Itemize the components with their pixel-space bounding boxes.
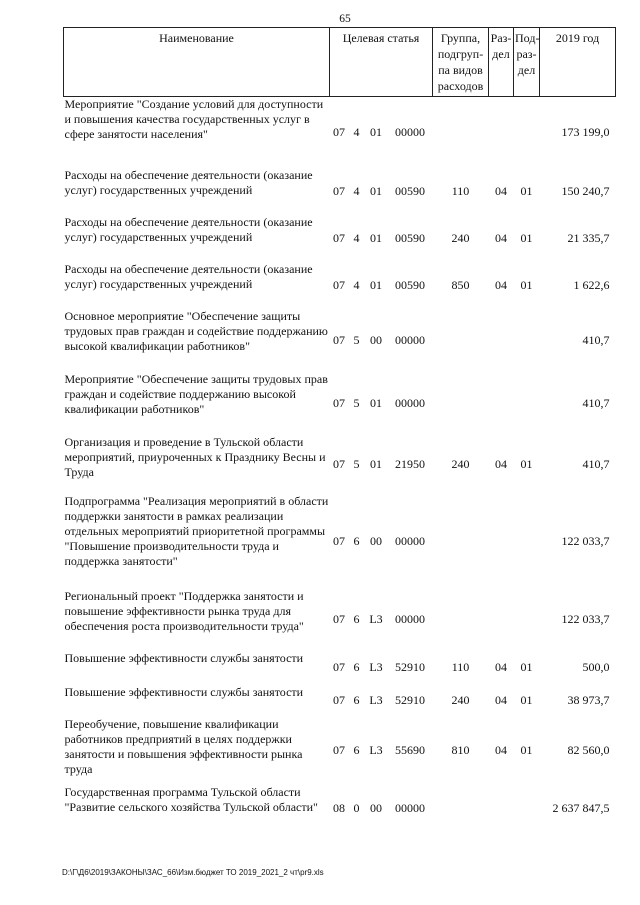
row-target-direction: 52910 bbox=[395, 660, 425, 674]
row-name: Повышение эффективности службы занятости bbox=[64, 684, 304, 699]
row-target-program: 07 bbox=[333, 612, 345, 626]
row-name: Региональный проект "Поддержка занятости и повышение эффективности рынка труда для обеспечения роста производительности труда" bbox=[64, 588, 304, 633]
row-target-subprogram: 5 bbox=[353, 395, 360, 410]
row-podrazdel: 01 bbox=[520, 660, 533, 674]
row-target-program: 07 bbox=[333, 395, 345, 410]
row-amount: 122 033,7 bbox=[561, 612, 610, 626]
table-row bbox=[64, 372, 616, 435]
table-row bbox=[64, 168, 616, 215]
row-podrazdel: 01 bbox=[520, 743, 533, 757]
row-target-direction: 00590 bbox=[395, 183, 425, 198]
row-razdel: 04 bbox=[495, 693, 508, 707]
table-body bbox=[64, 97, 616, 833]
file-path-footer: D:\Г\Д6\2019\ЗАКОНЫ\ЗАС_66\Изм.бюджет ТО 2019_2021_2 чт\pr9.xls bbox=[62, 868, 324, 877]
row-target-program: 07 bbox=[333, 660, 345, 674]
row-target-direction: 00000 bbox=[395, 332, 425, 347]
row-razdel: 04 bbox=[495, 183, 508, 198]
table-row bbox=[64, 309, 616, 372]
row-amount: 38 973,7 bbox=[567, 693, 610, 707]
row-name: Повышение эффективности службы занятости bbox=[64, 650, 304, 665]
header-group: Группа, подгруп-па видов расходов bbox=[433, 28, 489, 97]
table-row bbox=[64, 215, 616, 262]
row-amount: 173 199,0 bbox=[561, 124, 610, 139]
row-group: 850 bbox=[451, 277, 470, 292]
row-target-direction: 00000 bbox=[395, 124, 425, 139]
row-target-subprogram: 5 bbox=[353, 332, 360, 347]
row-target-subprogram: 0 bbox=[353, 801, 360, 815]
row-target-program: 07 bbox=[333, 743, 345, 757]
row-amount: 500,0 bbox=[582, 660, 610, 674]
row-target-direction: 55690 bbox=[395, 743, 425, 757]
row-podrazdel: 01 bbox=[520, 183, 533, 198]
row-razdel bbox=[489, 785, 514, 833]
row-target-subprogram: 6 bbox=[353, 612, 360, 626]
row-amount: 1 622,6 bbox=[573, 277, 610, 292]
row-name: Мероприятие "Создание условий для доступности и повышения качества государственных услуг в сфере занятости населения" bbox=[64, 97, 324, 141]
table-row bbox=[64, 685, 616, 717]
table-row bbox=[64, 651, 616, 685]
row-name: Переобучение, повышение квалификации работников предприятий в целях поддержки занятости и повышения эффективности рынка труда bbox=[64, 716, 303, 776]
row-podrazdel bbox=[514, 785, 540, 833]
row-razdel bbox=[489, 309, 514, 372]
row-razdel: 04 bbox=[495, 743, 508, 757]
row-target-subprogram: 6 bbox=[353, 533, 360, 548]
row-group bbox=[433, 785, 489, 833]
row-target-subprogram: 4 bbox=[353, 230, 360, 245]
row-podrazdel: 01 bbox=[520, 230, 533, 245]
row-razdel bbox=[489, 589, 514, 651]
row-target-event: 00 bbox=[370, 332, 382, 347]
row-target-direction: 52910 bbox=[395, 693, 425, 707]
row-target-program: 08 bbox=[333, 801, 345, 815]
row-group: 240 bbox=[451, 230, 470, 245]
row-target-event: 01 bbox=[370, 395, 382, 410]
row-target-program: 07 bbox=[333, 332, 345, 347]
row-target-program: 07 bbox=[333, 124, 345, 139]
row-target-event: 00 bbox=[370, 533, 382, 548]
table-row bbox=[64, 494, 616, 589]
budget-table bbox=[63, 27, 616, 833]
row-target-event: L3 bbox=[369, 612, 383, 626]
row-target-direction: 21950 bbox=[395, 456, 425, 471]
header-target: Целевая статья bbox=[330, 28, 433, 97]
row-target-subprogram: 4 bbox=[353, 183, 360, 198]
row-razdel: 04 bbox=[495, 456, 508, 471]
row-amount: 410,7 bbox=[582, 395, 610, 410]
page-number: 65 bbox=[339, 13, 351, 25]
row-razdel: 04 bbox=[495, 277, 508, 292]
row-name: Организация и проведение в Тульской области мероприятий, приуроченных к Празднику Весны и Труда bbox=[64, 434, 326, 479]
row-amount: 82 560,0 bbox=[567, 743, 610, 757]
row-amount: 2 637 847,5 bbox=[552, 801, 610, 815]
row-target-direction: 00590 bbox=[395, 277, 425, 292]
row-group bbox=[433, 309, 489, 372]
row-name: Государственная программа Тульской области "Развитие сельского хозяйства Тульской области" bbox=[64, 784, 318, 814]
row-group bbox=[433, 97, 489, 168]
row-group bbox=[433, 494, 489, 589]
row-target-program: 07 bbox=[333, 183, 345, 198]
header-razdel: Раз-дел bbox=[489, 28, 514, 97]
row-podrazdel bbox=[514, 589, 540, 651]
row-podrazdel: 01 bbox=[520, 277, 533, 292]
row-name: Расходы на обеспечение деятельности (оказание услуг) государственных учреждений bbox=[64, 167, 313, 197]
row-name: Расходы на обеспечение деятельности (оказание услуг) государственных учреждений bbox=[64, 261, 313, 291]
row-target-event: 01 bbox=[370, 124, 382, 139]
row-target-event: 01 bbox=[370, 183, 382, 198]
row-target-program: 07 bbox=[333, 230, 345, 245]
row-razdel bbox=[489, 97, 514, 168]
row-podrazdel: 01 bbox=[520, 693, 533, 707]
row-target-subprogram: 6 bbox=[353, 743, 360, 757]
header-name: Наименование bbox=[64, 28, 330, 97]
row-target-direction: 00000 bbox=[395, 612, 425, 626]
row-target-event: 00 bbox=[370, 801, 382, 815]
row-group: 240 bbox=[451, 456, 470, 471]
row-group: 810 bbox=[451, 743, 470, 757]
row-razdel bbox=[489, 372, 514, 435]
row-name: Основное мероприятие "Обеспечение защиты трудовых прав граждан и содействие поддержанию высокой квалификации работников" bbox=[64, 308, 328, 353]
row-name: Мероприятие "Обеспечение защиты трудовых прав граждан и содействие поддержанию высокой квалификации работников" bbox=[64, 371, 328, 416]
row-target-subprogram: 6 bbox=[353, 660, 360, 674]
table-row bbox=[64, 435, 616, 494]
header-podrazdel: Под-раз-дел bbox=[514, 28, 540, 97]
row-target-program: 07 bbox=[333, 533, 345, 548]
row-amount: 150 240,7 bbox=[561, 183, 610, 198]
row-target-subprogram: 6 bbox=[353, 693, 360, 707]
row-group: 240 bbox=[451, 693, 470, 707]
row-group: 110 bbox=[451, 183, 470, 198]
row-amount: 122 033,7 bbox=[561, 533, 610, 548]
row-target-event: L3 bbox=[369, 693, 383, 707]
table-row bbox=[64, 717, 616, 785]
row-target-event: L3 bbox=[369, 660, 383, 674]
table-row bbox=[64, 97, 616, 168]
row-name: Расходы на обеспечение деятельности (оказание услуг) государственных учреждений bbox=[64, 214, 313, 244]
table-row bbox=[64, 262, 616, 309]
table-row bbox=[64, 785, 616, 833]
row-target-event: L3 bbox=[369, 743, 383, 757]
row-target-event: 01 bbox=[370, 277, 382, 292]
row-target-program: 07 bbox=[333, 693, 345, 707]
row-razdel bbox=[489, 494, 514, 589]
row-target-event: 01 bbox=[370, 456, 382, 471]
row-group: 110 bbox=[451, 660, 470, 674]
row-target-subprogram: 4 bbox=[353, 277, 360, 292]
row-target-event: 01 bbox=[370, 230, 382, 245]
row-target-program: 07 bbox=[333, 456, 345, 471]
row-razdel: 04 bbox=[495, 230, 508, 245]
row-podrazdel: 01 bbox=[520, 456, 533, 471]
row-podrazdel bbox=[514, 97, 540, 168]
row-podrazdel bbox=[514, 309, 540, 372]
row-amount: 410,7 bbox=[582, 332, 610, 347]
row-target-direction: 00000 bbox=[395, 395, 425, 410]
row-target-program: 07 bbox=[333, 277, 345, 292]
row-name: Подпрограмма "Реализация мероприятий в области поддержки занятости в рамках реализации отдельных мероприятий приоритетной программы "Повышение производительности труда и поддержка занятости" bbox=[64, 493, 329, 568]
row-group bbox=[433, 589, 489, 651]
row-target-direction: 00000 bbox=[395, 533, 425, 548]
row-target-direction: 00000 bbox=[395, 801, 425, 815]
row-target-subprogram: 4 bbox=[353, 124, 360, 139]
row-group bbox=[433, 372, 489, 435]
row-amount: 410,7 bbox=[582, 456, 610, 471]
row-target-direction: 00590 bbox=[395, 230, 425, 245]
row-target-subprogram: 5 bbox=[353, 456, 360, 471]
row-podrazdel bbox=[514, 372, 540, 435]
row-razdel: 04 bbox=[495, 660, 508, 674]
row-amount: 21 335,7 bbox=[567, 230, 610, 245]
row-podrazdel bbox=[514, 494, 540, 589]
header-year: 2019 год bbox=[540, 28, 616, 97]
table-row bbox=[64, 589, 616, 651]
